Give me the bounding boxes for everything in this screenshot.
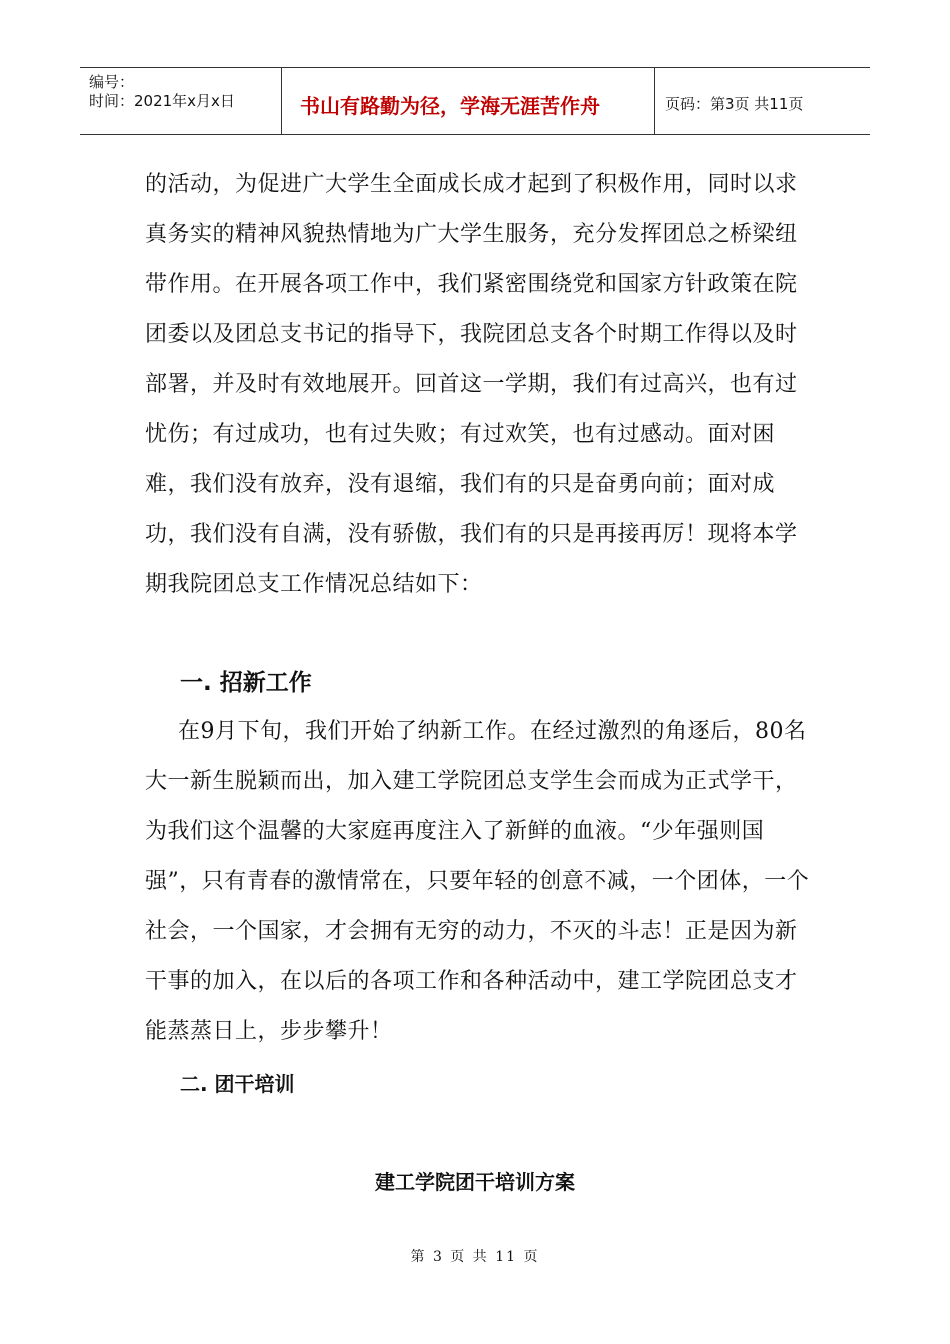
- paragraph-recruitment: 在9月下旬，我们开始了纳新工作。在经过激烈的角逐后，80名大一新生脱颖而出，加入建工学院团总支学生会而成为正式学干，为我们这个温馨的大家庭再度注入了新鲜的血液。“少年强则国强”，只有青春的激情常在，只要年轻的创意不减，一个团体，一个社会，一个国家，才会拥有无穷的动力，不灭的斗志！正是因为新干事的加入，在以后的各项工作和各种活动中，建工学院团总支才能蒸蒸日上，步步攀升！: [145, 719, 810, 1044]
- header-page-cell: [655, 68, 870, 134]
- paragraph-intro: 的活动，为促进广大学生全面成长成才起到了积极作用，同时以求真务实的精神风貌热情地为广大学生服务，充分发挥团总之桥梁纽带作用。在开展各项工作中，我们紧密围绕党和国家方针政策在院团委以及团总支书记的指导下，我院团总支各个时期工作得以及时部署，并及时有效地展开。回首这一学期，我们有过高兴，也有过忧伤；有过成功，也有过失败；有过欢笑，也有过感动。面对困难，我们没有放弃，没有退缩，我们有的只是奋勇向前；面对成功，我们没有自满，没有骄傲，我们有的只是再接再厉！现将本学期我院团总支工作情况总结如下：: [145, 172, 798, 597]
- training-plan-title: 建工学院团干培训方案: [375, 1170, 575, 1194]
- number-label: 编号：: [89, 73, 135, 91]
- document-header: [80, 67, 870, 135]
- section-heading-training: 二. 团干培训: [180, 1072, 295, 1096]
- page-footer: 第 3 页 共 11 页: [410, 1249, 540, 1265]
- section-heading-recruitment: 一. 招新工作: [180, 670, 312, 696]
- header-motto: 书山有路勤为径，学海无涯苦作舟: [300, 94, 600, 118]
- header-motto-cell: [282, 68, 655, 134]
- header-meta-cell: [80, 68, 282, 134]
- time-label: 时间：2021年x月x日: [89, 92, 235, 110]
- header-page-info: 页码：第3页 共11页: [665, 95, 804, 113]
